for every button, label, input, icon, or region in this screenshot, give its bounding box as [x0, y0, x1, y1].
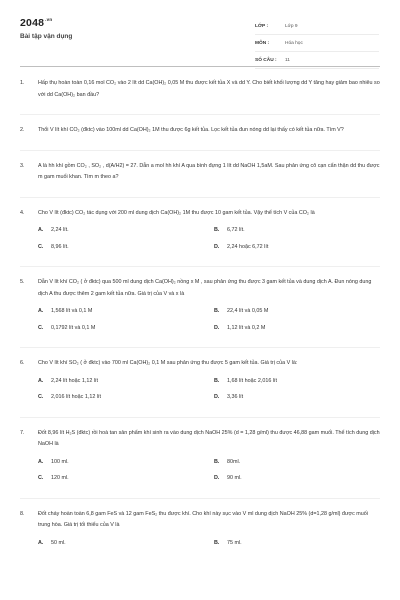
- option-text: 3,36 lít: [227, 394, 244, 400]
- option-text: 90 ml.: [227, 475, 242, 481]
- answer-option[interactable]: [214, 242, 390, 254]
- answer-option[interactable]: [214, 392, 390, 404]
- question-head: [20, 428, 380, 451]
- question-item: [20, 277, 380, 334]
- option-letter: C.: [38, 324, 44, 331]
- option-letter: B.: [214, 377, 220, 384]
- meta-label-subject: MÔN :: [255, 40, 270, 46]
- question-number: 6.: [20, 360, 25, 366]
- option-text: 1,68 lít hoặc 2,016 lít: [227, 377, 278, 384]
- answer-options: [38, 457, 380, 485]
- option-letter: D.: [214, 475, 220, 481]
- question-head: [20, 208, 380, 220]
- question-item: [20, 428, 380, 485]
- option-letter: D.: [214, 243, 220, 250]
- answer-option[interactable]: [38, 457, 214, 469]
- option-letter: B.: [214, 458, 220, 465]
- question-separator: [20, 417, 380, 418]
- answer-option[interactable]: [214, 538, 390, 550]
- question-item: [20, 358, 380, 404]
- option-text: 1,568 lít và 0,1 M: [51, 308, 93, 314]
- option-letter: D.: [214, 394, 220, 400]
- question-item: [20, 208, 380, 254]
- answer-option[interactable]: [38, 323, 214, 335]
- question-text: Dẫn V lít khí CO₂ ( ở đktc) qua 500 ml dung dịch Ca(OH)₂ nồng x M , sau phản ứng thu được 3 gam kết tủa và dung dịch A. Đun nóng dung dịch A thu được thêm 2 gam kết tủa nữa. Giá trị của V và x là: [38, 279, 372, 297]
- question-number: 5.: [20, 279, 25, 285]
- answer-option[interactable]: [38, 376, 214, 388]
- question-item: [20, 78, 380, 101]
- answer-option[interactable]: [38, 225, 214, 237]
- question-number: 8.: [20, 510, 25, 517]
- option-letter: A.: [38, 308, 44, 314]
- meta-value-subject: Hóa học: [285, 40, 303, 46]
- answer-option[interactable]: [214, 306, 390, 318]
- meta-row-class: [255, 18, 379, 35]
- answer-option[interactable]: [214, 376, 390, 388]
- answer-option[interactable]: [38, 242, 214, 254]
- question-head: [20, 161, 380, 184]
- question-number: 3.: [20, 162, 25, 169]
- question-list: [20, 78, 380, 562]
- question-number: 4.: [20, 209, 25, 216]
- meta-label-class: LỚP :: [255, 23, 269, 29]
- option-letter: C.: [38, 243, 44, 250]
- question-number: 2.: [20, 127, 25, 133]
- header-divider: [20, 66, 380, 67]
- option-letter: C.: [38, 394, 44, 400]
- answer-option[interactable]: [38, 306, 214, 318]
- question-text: Cho V lít (đktc) CO₂ tác dụng với 200 ml dung dịch Ca(OH)₂ 1M thu được 10 gam kết tủa. Vậy thể tích V của CO₂ là: [38, 209, 315, 216]
- question-separator: [20, 266, 380, 267]
- question-text: Hấp thụ hoàn toàn 0,16 mol CO₂ vào 2 lít dd Ca(OH)₂ 0,05 M thu được kết tủa X và dd Y. Cho biết khối lượng dd Y tăng hay giảm bao nhiêu so với dd Ca(OH)₂ ban đầu?: [38, 80, 380, 98]
- question-head: [20, 509, 380, 532]
- question-number: 7.: [20, 429, 25, 436]
- worksheet-subtitle: Bài tập vận dụng: [20, 33, 73, 40]
- question-text: A là hh khí gồm CO₂ , SO₂ , d(A/H2) = 27. Dẫn a mol hh khí A qua bình đựng 1 lít dd NaOH 1,5aM. Sau phản ứng cô cạn cẩn thận dd thu được m gam muối khan. Tìm m theo a?: [38, 162, 380, 180]
- option-text: 120 ml.: [51, 475, 69, 481]
- worksheet-header: [0, 0, 400, 63]
- option-letter: A.: [38, 377, 44, 384]
- question-number: 1.: [20, 80, 25, 86]
- option-text: 6,72 lít.: [227, 227, 245, 233]
- question-item: [20, 125, 380, 137]
- option-text: 100 ml.: [51, 458, 69, 465]
- option-letter: A.: [38, 539, 44, 546]
- option-text: 2,24 lít hoặc 1,12 lít: [51, 377, 99, 384]
- option-text: 2,24 hoặc 6,72 lít: [227, 243, 269, 250]
- question-separator: [20, 498, 380, 499]
- option-text: 1,12 lít và 0,2 M: [227, 324, 266, 331]
- logo-text: 2048: [20, 17, 45, 29]
- answer-option[interactable]: [214, 473, 390, 485]
- answer-options: [38, 306, 380, 334]
- question-separator: [20, 197, 380, 198]
- meta-value-count: 11: [285, 57, 290, 63]
- question-item: [20, 161, 380, 184]
- answer-option[interactable]: [38, 473, 214, 485]
- answer-option[interactable]: [214, 457, 390, 469]
- question-separator: [20, 114, 380, 115]
- question-head: [20, 358, 380, 370]
- option-letter: C.: [38, 475, 44, 481]
- question-text: Đốt 8,96 lít H₂S (đktc) rồi hoà tan sản phẩm khí sinh ra vào dung dịch NaOH 25% (d = 1,28 g/ml) thu được 46,88 gam muối. Thể tích dung dịch NaOH là: [38, 429, 380, 447]
- answer-options: [38, 538, 380, 550]
- option-letter: D.: [214, 324, 220, 331]
- option-text: 0,1792 lít và 0,1 M: [51, 324, 96, 331]
- question-item: [20, 509, 380, 550]
- answer-options: [38, 225, 380, 253]
- answer-option[interactable]: [38, 538, 214, 550]
- question-separator: [20, 347, 380, 348]
- option-letter: A.: [38, 227, 44, 233]
- option-text: 22,4 lít và 0,05 M: [227, 308, 269, 314]
- option-letter: A.: [38, 458, 44, 465]
- option-text: 50 ml.: [51, 539, 66, 546]
- answer-option[interactable]: [38, 392, 214, 404]
- answer-option[interactable]: [214, 225, 390, 237]
- option-letter: B.: [214, 539, 220, 546]
- site-logo[interactable]: [20, 17, 52, 29]
- answer-options: [38, 376, 380, 404]
- meta-label-count: SỐ CÂU :: [255, 57, 277, 63]
- question-head: [20, 125, 380, 137]
- option-text: 80ml.: [227, 458, 241, 465]
- question-head: [20, 78, 380, 101]
- logo-suffix: .vn: [45, 17, 53, 22]
- question-text: Cho V lít khí SO₂ ( ở đktc) vào 700 ml Ca(OH)₂ 0,1 M sau phản ứng thu được 5 gam kết tủa. Giá trị của V là:: [38, 360, 298, 366]
- option-text: 2,24 lít.: [51, 227, 69, 233]
- option-text: 2,016 lít hoặc 1,12 lít: [51, 394, 102, 400]
- option-letter: B.: [214, 227, 220, 233]
- question-text: Đốt cháy hoàn toàn 6,8 gam FeS và 12 gam FeS₂ thu được khí. Cho khí này sục vào V ml dung dịch NaOH 25% (d=1,28 g/ml) được muối trung hòa. Giá trị tối thiểu của V là: [38, 510, 368, 528]
- option-text: 75 ml.: [227, 539, 242, 546]
- option-text: 8,96 lít.: [51, 243, 69, 250]
- answer-option[interactable]: [214, 323, 390, 335]
- worksheet-meta: [255, 18, 379, 69]
- meta-row-subject: [255, 35, 379, 52]
- option-letter: B.: [214, 308, 220, 314]
- meta-value-class: Lớp 9: [285, 23, 298, 29]
- question-separator: [20, 150, 380, 151]
- question-text: Thổi V lít khí CO₂ (đktc) vào 100ml dd Ca(OH)₂ 1M thu được 6g kết tủa. Lọc kết tủa đun nóng dd lại thấy có kết tủa nữa. Tìm V?: [38, 127, 344, 133]
- question-head: [20, 277, 380, 300]
